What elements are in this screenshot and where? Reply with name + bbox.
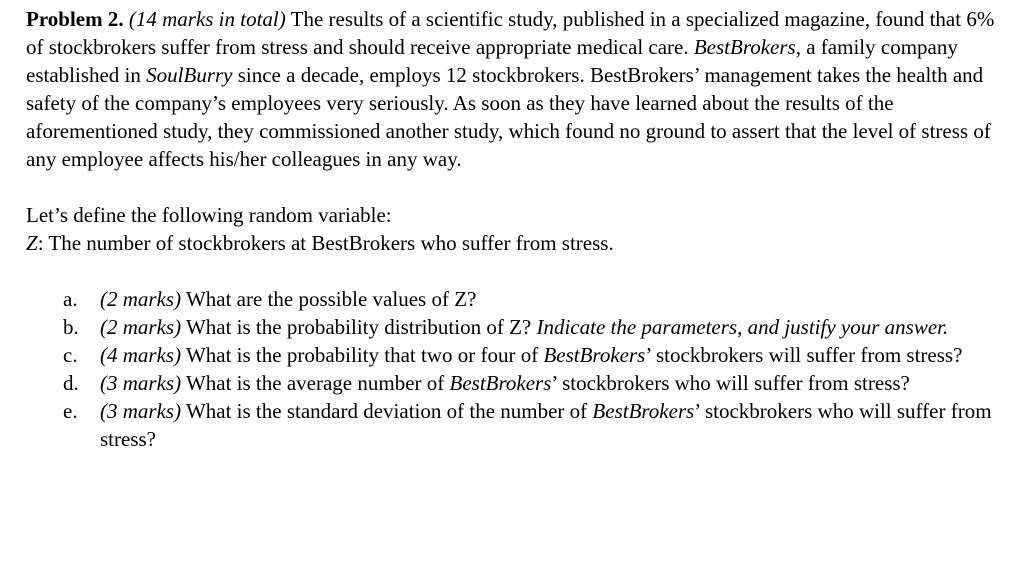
question-letter: e. [63,399,78,423]
company-name: BestBrokers [449,371,552,395]
question-letter: d. [63,371,79,395]
question-text-1: What is the average number of [181,371,450,395]
question-list [26,285,1011,453]
question-marks: (2 marks) [100,287,182,311]
document-page [26,5,1011,453]
definition-variable [26,229,1011,257]
question-marks: (2 marks) [100,315,182,339]
question-d [26,369,1011,397]
definition-lead [26,201,1011,229]
question-text-1: What is the probability that two or four of [181,343,544,367]
question-marks: (3 marks) [100,399,182,423]
variable-description: : The number of stockbrokers at BestBrokers who suffer from stress. [37,231,614,255]
problem-marks-total: (14 marks in total) [128,7,286,31]
problem-title: Problem 2. [26,7,124,31]
question-marks: (3 marks) [100,371,182,395]
question-letter: b. [63,315,79,339]
question-a [26,285,1011,313]
intro-text-1: The results of a scientific study, published in a specialized magazine, found that 6% of stockbrokers suffer from stress and should receive appropriate medical care. [26,7,995,59]
company-name: BestBrokers [693,35,796,59]
town-name: SoulBurry [146,63,233,87]
question-extra: Indicate the parameters, and justify your answer. [536,315,949,339]
question-text-2: ’ stockbrokers who will suffer from stress? [100,399,992,451]
question-text-2: ’ stockbrokers who will suffer from stress? [551,371,910,395]
question-b [26,313,1011,341]
question-letter: c. [63,343,78,367]
question-marks: (4 marks) [100,343,182,367]
question-letter: a. [63,287,78,311]
question-c [26,341,1011,369]
question-text: What are the possible values of Z? [181,287,477,311]
question-text-2: ’ stockbrokers will suffer from stress? [645,343,963,367]
paragraph-gap [26,173,1011,201]
definition-lead-text: Let’s define the following random variable: [26,203,392,227]
paragraph-gap [26,257,1011,285]
question-text-1: What is the standard deviation of the number of [181,399,593,423]
variable-symbol: Z [26,231,38,255]
company-name: BestBrokers [592,399,695,423]
intro-text-3: since a decade, employs 12 stockbrokers. BestBrokers’ management takes the health and safety of the company’s employees very seriously. As soon as they have learned about the results of the aforementioned study, they commissioned another study, which found no ground to assert that the level of stress of any employee affects his/her colleagues in any way. [26,63,991,171]
company-name: BestBrokers [543,343,646,367]
intro-text-2: , a family company established in [26,35,958,87]
problem-intro [26,5,1011,173]
question-e [26,397,1011,453]
question-text: What is the probability distribution of Z? [181,315,537,339]
